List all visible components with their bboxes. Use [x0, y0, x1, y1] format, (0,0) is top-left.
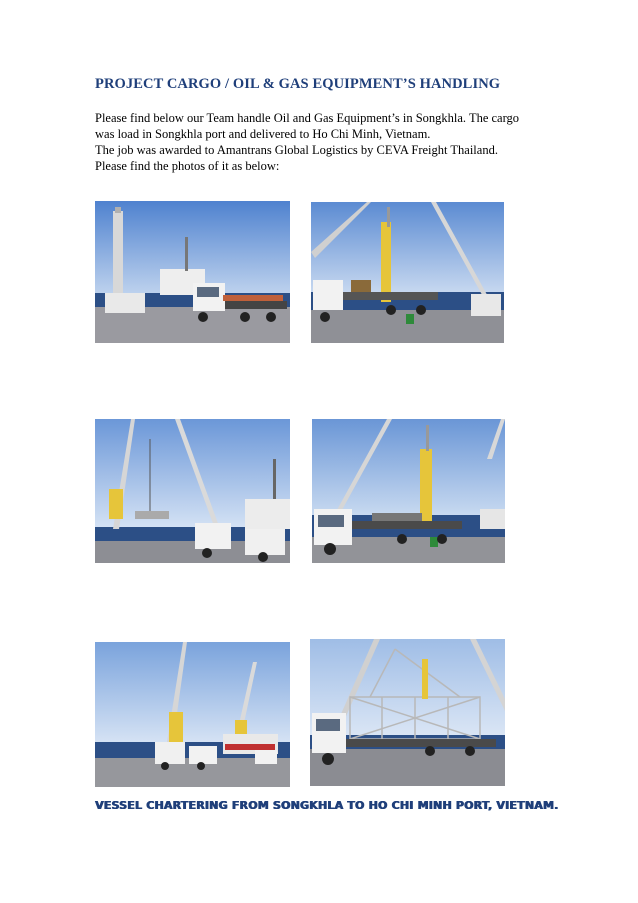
intro-paragraph [95, 110, 565, 174]
intro-line-1: Please find below our Team handle Oil and Gas Equipment’s in Songkhla. The cargo [95, 111, 520, 125]
vessel-chartering-heading: VESSEL CHARTERING FROM SONGKHLA TO HO CHI MINH PORT, VIETNAM. [95, 799, 559, 812]
photo-truck-trailer-under-crane [312, 419, 505, 563]
page-title: PROJECT CARGO / OIL & GAS EQUIPMENT’S HANDLING [95, 76, 501, 92]
photo-cranes-loading-truck [311, 202, 504, 343]
photo-lifting-cargo-to-vessel [95, 419, 290, 563]
photo-crane-and-vessel-wide [95, 642, 290, 787]
photo-steel-frame-on-trailer [310, 639, 505, 786]
photo-truck-and-crane-at-port [95, 201, 290, 343]
intro-line-2: was load in Songkhla port and delivered to Ho Chi Minh, Vietnam. [95, 127, 431, 141]
intro-line-3: The job was awarded to Amantrans Global Logistics by CEVA Freight Thailand. [95, 143, 498, 157]
intro-line-4: Please find the photos of it as below: [95, 159, 280, 173]
